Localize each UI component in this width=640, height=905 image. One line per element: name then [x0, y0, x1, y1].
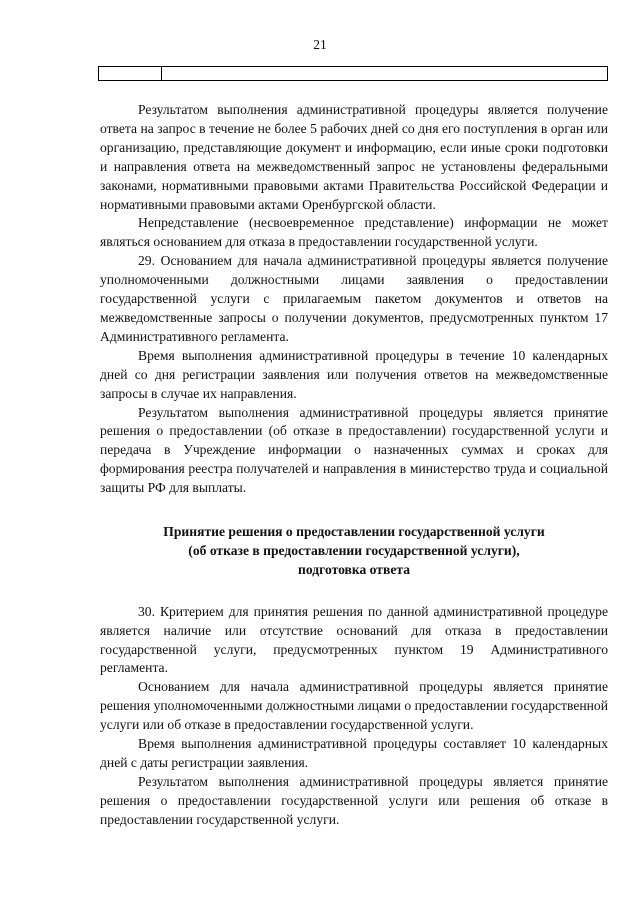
header-table-cell-1 [99, 67, 162, 81]
page-number: 21 [313, 37, 327, 52]
paragraph-30-criterion: 30. Критерием для принятия решения по данной административной процедуре является наличие или отсутствие оснований для отказа в предоставлении государственной услуги, предусмотренных пунктом 19 Административного регламента. [100, 603, 608, 676]
paragraph-decision-time: Время выполнения административной процедуры составляет 10 календарных дней с даты регистрации заявления. [100, 736, 608, 770]
section-heading-line-3: подготовка ответа [298, 561, 410, 577]
paragraph-basis-decision: Основанием для начала административной процедуры является принятие решения уполномоченными должностными лицами о предоставлении государственной услуги или об отказе в предоставлении государственной услуги. [100, 679, 608, 733]
paragraph-execution-time: Время выполнения административной процедуры в течение 10 календарных дней со дня регистрации заявления или получения ответов на межведомственные запросы в случае их направления. [100, 347, 608, 401]
header-table-cell-2 [162, 67, 608, 81]
paragraph-29-basis: 29. Основанием для начала административной процедуры является получение уполномоченными должностными лицами заявления о предоставлении государственной услуги с прилагаемым пакетом документов и ответов на межведомственные запросы о получении документов, предусмотренных пунктом 17 Административного регламента. [100, 253, 608, 344]
section-heading [100, 523, 608, 580]
header-table-row [98, 66, 608, 81]
paragraph-decision-result: Результатом выполнения административной процедуры является принятие решения о предоставлении государственной услуги или решения об отказе в предоставлении государственной услуги. [100, 773, 608, 827]
paragraph-nonsubmission: Непредставление (несвоевременное представление) информации не может являться основанием для отказа в предоставлении государственной услуги. [100, 215, 608, 250]
section-heading-line-1: Принятие решения о предоставлении государственной услуги [163, 524, 545, 540]
paragraph-result-request: Результатом выполнения административной процедуры является получение ответа на запрос в течение не более 5 рабочих дней со дня его поступления в орган или организацию, представляющие документ и информацию, если иные сроки подготовки и направления ответа на межведомственный запрос не установлены федеральными законами, нормативными правовыми актами Правительства Российской Федерации и нормативными правовыми актами Оренбургской области. [100, 102, 608, 212]
paragraph-result-decision: Результатом выполнения административной процедуры является принятие решения о предоставлении (об отказе в предоставлении) государственной услуги и передача в Учреждение информации о назначенных суммах и сроках для формирования реестра получателей и направления в министерство труда и социальной защиты РФ для выплаты. [100, 404, 608, 496]
document-body [100, 101, 608, 830]
section-heading-line-2: (об отказе в предоставлении государственной услуги), [188, 542, 520, 558]
